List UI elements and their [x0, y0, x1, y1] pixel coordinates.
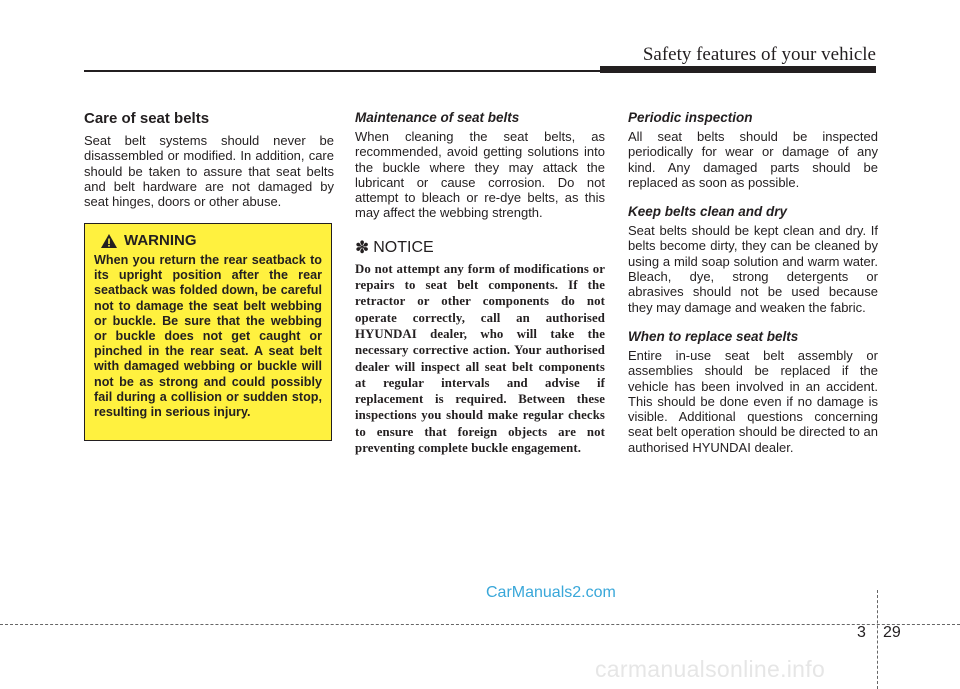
warning-title: WARNING [124, 232, 197, 249]
column-2 [355, 110, 605, 456]
replace-body: Entire in-use seat belt assembly or assemblies should be replaced if the vehicle has been involved in an accident. This should be done even if no damage is visible. Additional questions concerning seat belt operation should be directed to an authorised HYUNDAI dealer. [628, 347, 878, 455]
warning-text: When you return the rear seatback to its upright position after the rear seatback was folded down, be careful not to damage the seat belt webbing or buckle. Be sure that the webbing or buckle does not get caught or pinched in the rear seat. A seat belt with damaged webbing or buckle will not be as strong and could possibly fail during a collision or sudden stop, resulting in serious injury. [94, 253, 322, 420]
column-3 [628, 110, 878, 469]
periodic-inspection-body: All seat belts should be inspected periodically for wear or damage of any kind. Any damaged parts should be replaced as soon as possible. [628, 129, 878, 190]
warning-box [84, 223, 332, 441]
notice-header [355, 239, 605, 257]
keep-clean-heading: Keep belts clean and dry [628, 204, 788, 220]
watermark-bottom: carmanualsonline.info [595, 656, 826, 682]
notice-title: NOTICE [373, 238, 434, 256]
notice-text: Do not attempt any form of modifications or repairs to seat belt components. If the retractor or other components do not operate correctly, call an authorised HYUNDAI dealer, who will take the necessary corrective action. Your authorised dealer will inspect all seat belt components at regular intervals and advise if replacement is required. Between these inspections you should make regular checks to ensure that foreign objects are not preventing complete buckle engagement. [355, 261, 605, 456]
care-body: Seat belt systems should never be disassembled or modified. In addition, care should be taken to assure that seat belts and belt hardware are not damaged by seat hinges, doors or other abuse. [84, 133, 334, 210]
header-rule-thick [600, 66, 876, 73]
column-1 [84, 110, 334, 223]
footer-vertical-divider [877, 590, 878, 689]
footer-divider [0, 624, 960, 625]
warning-header [100, 232, 322, 249]
care-heading: Care of seat belts [84, 110, 210, 127]
header-rule [84, 70, 600, 72]
warning-triangle-icon [100, 233, 118, 249]
maintenance-body: When cleaning the seat belts, as recommended, avoid getting solutions into the buckle where they may attack the lubricant or cause corrosion. Do not attempt to bleach or re-dye belts, as this may affect the webbing strength. [355, 129, 605, 221]
replace-heading: When to replace seat belts [628, 328, 799, 344]
maintenance-heading: Maintenance of seat belts [355, 110, 520, 125]
watermark-link[interactable]: CarManuals2.com [486, 584, 616, 601]
periodic-inspection-heading: Periodic inspection [628, 110, 753, 125]
page-number: 29 [883, 624, 901, 641]
notice-star-icon: ✽ [355, 238, 370, 258]
chapter-number: 3 [857, 624, 866, 641]
section-title: Safety features of your vehicle [642, 44, 876, 65]
keep-clean-body: Seat belts should be kept clean and dry. If belts become dirty, they can be cleaned by using a mild soap solution and warm water. Bleach, dye, strong detergents or abrasives should not be used because they may damage and weaken the fabric. [628, 223, 878, 315]
